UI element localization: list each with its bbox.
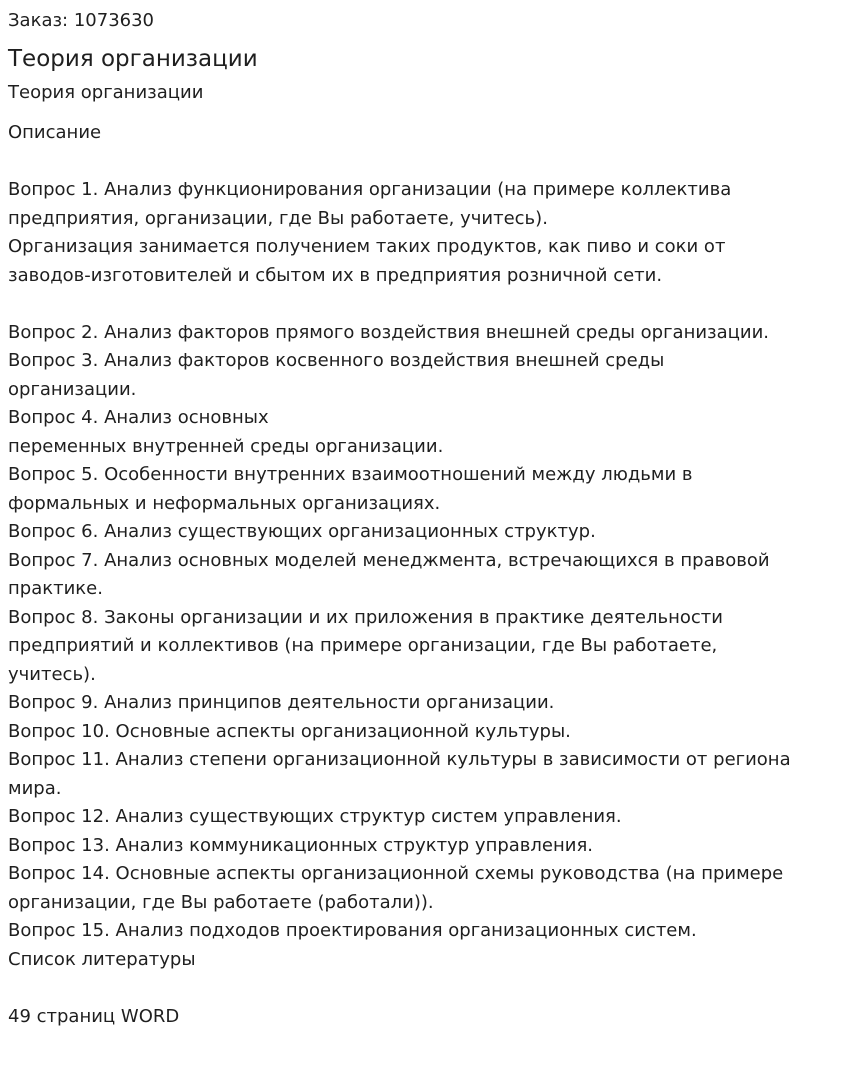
description-line: организации, где Вы работаете (работали)). — [8, 891, 434, 913]
description-line: предприятия, организации, где Вы работаете, учитесь). — [8, 207, 548, 229]
description-line: Вопрос 2. Анализ факторов прямого воздействия внешней среды организации. — [8, 321, 770, 343]
description-line: Вопрос 9. Анализ принципов деятельности организации. — [8, 692, 555, 713]
description-line: Организация занимается получением таких продуктов, как пиво и соки от — [8, 236, 726, 257]
description-heading: Описание — [8, 122, 102, 143]
description-line: переменных внутренней среды организации. — [8, 435, 444, 457]
description-line: предприятий и коллективов (на примере организации, где Вы работаете, — [8, 635, 718, 656]
description-line: Вопрос 7. Анализ основных моделей менеджмента, встречающихся в правовой — [8, 549, 770, 571]
description-line: мира. — [8, 777, 62, 799]
description-line: практике. — [8, 578, 103, 599]
order-number-line — [8, 8, 839, 34]
description-line: Вопрос 8. Законы организации и их приложения в практике деятельности — [8, 606, 723, 628]
description-line: заводов-изготовителей и сбытом их в предприятия розничной сети. — [8, 264, 663, 286]
page-title: Теория организации — [8, 46, 258, 72]
description-line: Список литературы — [8, 948, 196, 970]
order-label: Заказ: — [8, 10, 69, 31]
description-line: Вопрос 11. Анализ степени организационной культуры в зависимости от региона — [8, 749, 791, 770]
description-line: Вопрос 12. Анализ существующих структур систем управления. — [8, 806, 622, 827]
description-line: Вопрос 5. Особенности внутренних взаимоотношений между людьми в — [8, 464, 693, 485]
page-count-line: 49 страниц WORD — [8, 1005, 180, 1027]
description-line: Вопрос 10. Основные аспекты организационной культуры. — [8, 720, 571, 742]
description-line: Вопрос 1. Анализ функционирования организации (на примере коллектива — [8, 179, 732, 200]
description-body — [8, 176, 839, 1031]
description-line: формальных и неформальных организациях. — [8, 492, 441, 514]
description-line: Вопрос 6. Анализ существующих организационных структур. — [8, 521, 596, 542]
page-subtitle: Теория организации — [8, 82, 204, 103]
description-blank-line — [8, 290, 839, 319]
order-number: 1073630 — [73, 10, 155, 31]
description-line: Вопрос 14. Основные аспекты организационной схемы руководства (на примере — [8, 863, 784, 884]
description-line: Вопрос 13. Анализ коммуникационных структур управления. — [8, 834, 593, 856]
description-line: Вопрос 15. Анализ подходов проектирования организационных систем. — [8, 920, 697, 941]
description-line: Вопрос 4. Анализ основных — [8, 407, 269, 428]
description-line: организации. — [8, 378, 137, 400]
description-line: учитесь). — [8, 663, 96, 685]
description-blank-line — [8, 974, 839, 1003]
description-line: Вопрос 3. Анализ факторов косвенного воздействия внешней среды — [8, 350, 665, 371]
